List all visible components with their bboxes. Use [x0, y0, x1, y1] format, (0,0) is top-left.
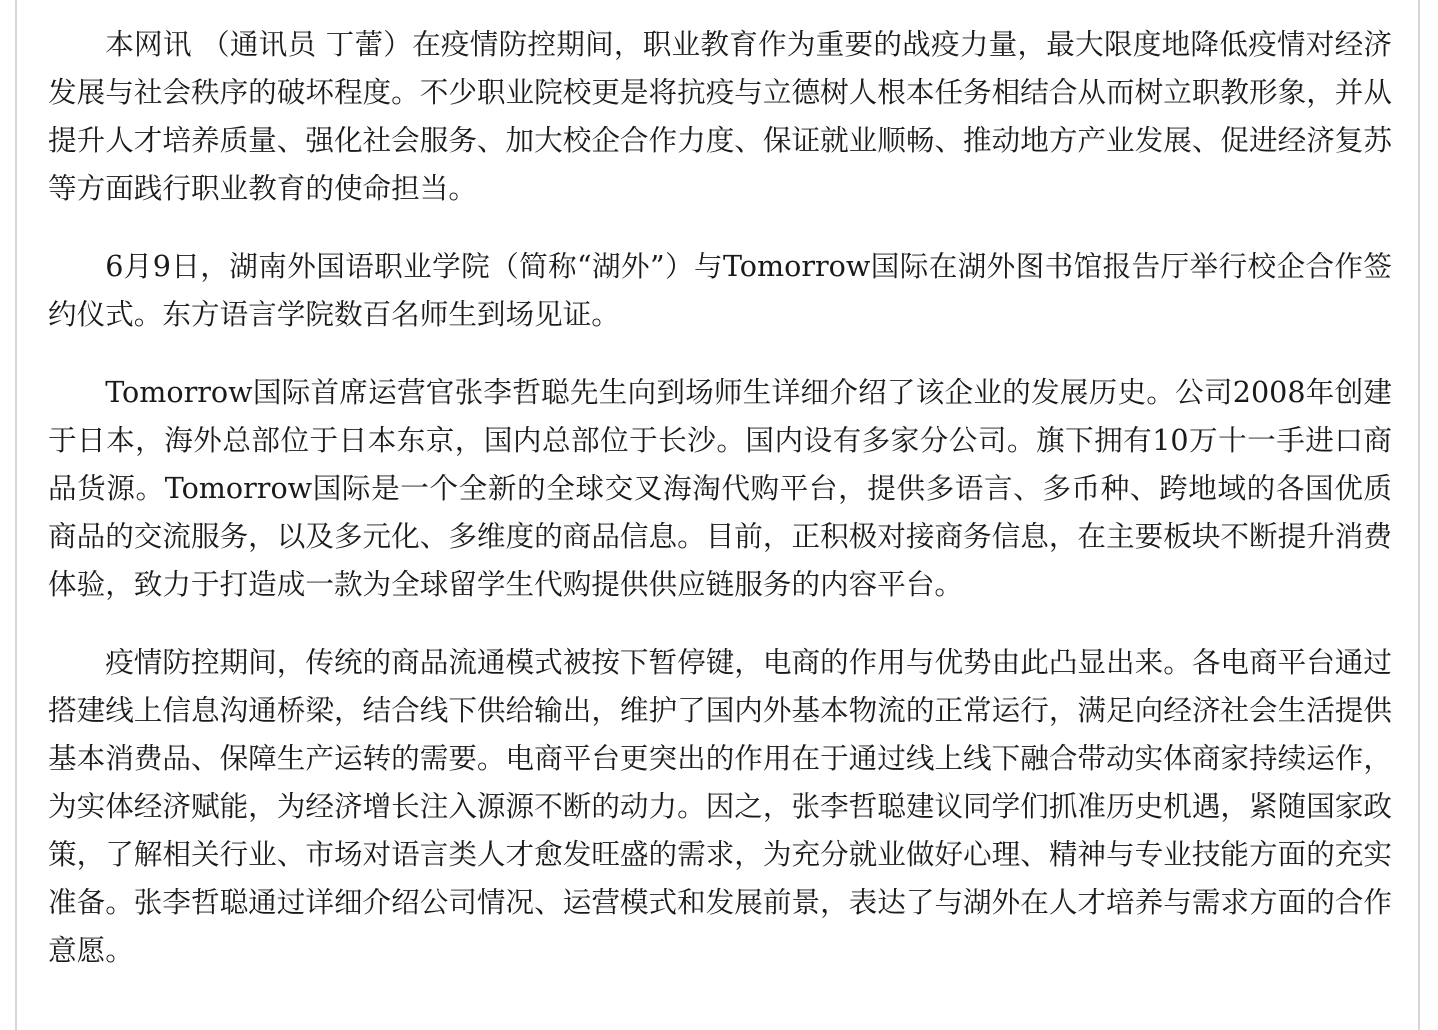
article-body [48, 20, 1392, 1004]
article-paragraph: Tomorrow国际首席运营官张李哲聪先生向到场师生详细介绍了该企业的发展历史。公司2008年创建于日本，海外总部位于日本东京，国内总部位于长沙。国内设有多家分公司。旗下拥有10万十一手进口商品货源。Tomorrow国际是一个全新的全球交叉海淘代购平台，提供多语言、多币种、跨地域的各国优质商品的交流服务，以及多元化、多维度的商品信息。目前，正积极对接商务信息，在主要板块不断提升消费体验，致力于打造成一款为全球留学生代购提供供应链服务的内容平台。 [48, 375, 1392, 601]
article-paragraph: 6月9日，湖南外国语职业学院（简称“湖外”）与Tomorrow国际在湖外图书馆报告厅举行校企合作签约仪式。东方语言学院数百名师生到场见证。 [48, 249, 1392, 331]
article-paragraph: 疫情防控期间，传统的商品流通模式被按下暂停键，电商的作用与优势由此凸显出来。各电商平台通过搭建线上信息沟通桥梁，结合线下供给输出，维护了国内外基本物流的正常运行，满足向经济社会生活提供基本消费品、保障生产运转的需要。电商平台更突出的作用在于通过线上线下融合带动实体商家持续运作，为实体经济赋能，为经济增长注入源源不断的动力。因之，张李哲聪建议同学们抓准历史机遇，紧随国家政策，了解相关行业、市场对语言类人才愈发旺盛的需求，为充分就业做好心理、精神与专业技能方面的充实准备。张李哲聪通过详细介绍公司情况、运营模式和发展前景，表达了与湖外在人才培养与需求方面的合作意愿。 [48, 645, 1392, 967]
article-paragraph: 本网讯 （通讯员 丁蕾）在疫情防控期间，职业教育作为重要的战疫力量，最大限度地降低疫情对经济发展与社会秩序的破坏程度。不少职业院校更是将抗疫与立德树人根本任务相结合从而树立职教形象，并从提升人才培养质量、强化社会服务、加大校企合作力度、保证就业顺畅、推动地方产业发展、促进经济复苏等方面践行职业教育的使命担当。 [48, 27, 1392, 205]
